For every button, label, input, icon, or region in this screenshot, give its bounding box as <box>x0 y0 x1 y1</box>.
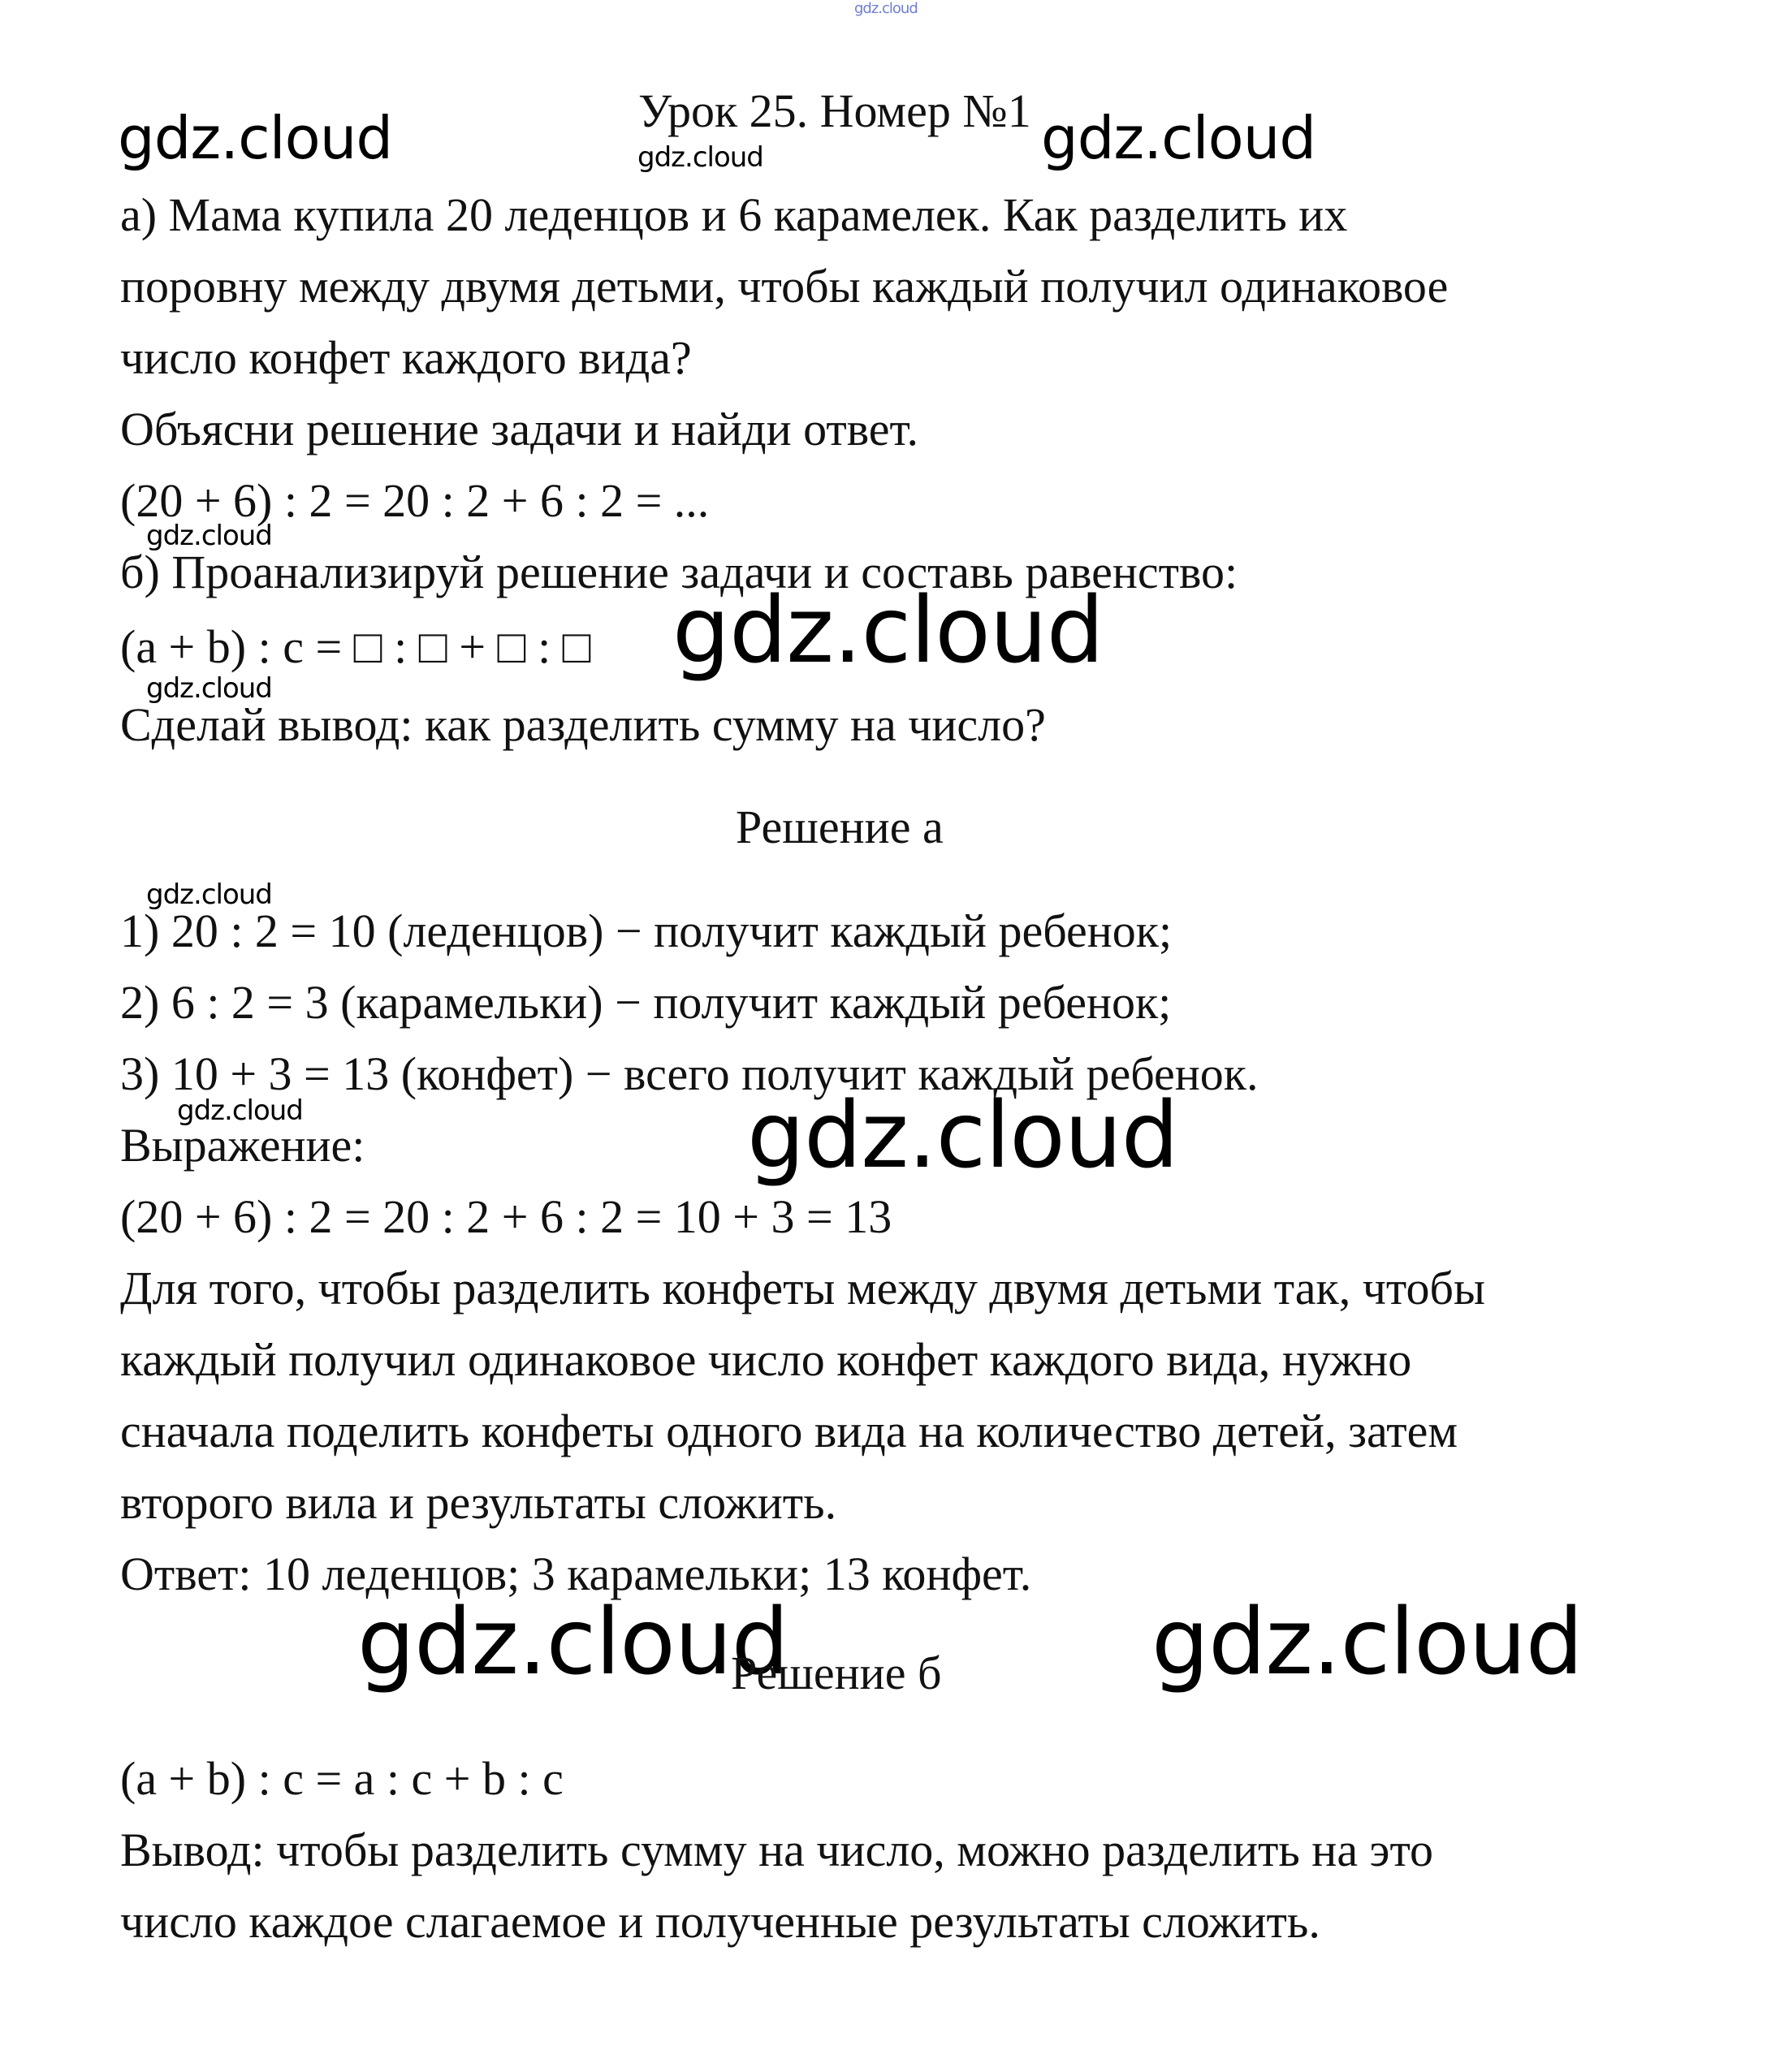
watermark: gdz.cloud <box>146 672 272 705</box>
watermark: gdz.cloud <box>177 1094 303 1127</box>
explanation-line-4: второго вила и результаты сложить. <box>120 1476 837 1529</box>
explanation-line-3: сначала поделить конфеты одного вида на количество детей, затем <box>120 1405 1458 1457</box>
solution-a-heading: Решение а <box>736 801 944 853</box>
task-b-line-2: (a + b) : c = □ : □ + □ : □ <box>120 620 591 673</box>
task-b-line-1: б) Проанализируй решение задачи и составь равенство: <box>120 546 1238 598</box>
watermark: gdz.cloud <box>747 1083 1178 1189</box>
solution-b-heading: Решение б <box>731 1647 942 1699</box>
watermark: gdz.cloud <box>637 141 763 174</box>
task-a-line-5: (20 + 6) : 2 = 20 : 2 + 6 : 2 = ... <box>120 474 710 527</box>
page-title: Урок 25. Номер №1 <box>638 84 1031 137</box>
expression: (20 + 6) : 2 = 20 : 2 + 6 : 2 = 10 + 3 = 13 <box>120 1190 892 1243</box>
solution-a-step-1: 1) 20 : 2 = 10 (леденцов) − получит каждый ребенок; <box>120 904 1173 957</box>
watermark-tiny: gdz.cloud <box>854 0 918 17</box>
task-a-line-4: Объясни решение задачи и найди ответ. <box>120 403 918 455</box>
solution-b-formula: (a + b) : c = a : c + b : c <box>120 1752 564 1805</box>
watermark: gdz.cloud <box>1041 104 1316 172</box>
solution-a-step-3: 3) 10 + 3 = 13 (конфет) − всего получит каждый ребенок. <box>120 1047 1259 1100</box>
watermark: gdz.cloud <box>146 520 272 552</box>
watermark: gdz.cloud <box>1151 1590 1583 1695</box>
explanation-line-2: каждый получил одинаковое число конфет каждого вида, нужно <box>120 1333 1412 1386</box>
watermark: gdz.cloud <box>672 578 1104 684</box>
watermark: gdz.cloud <box>118 104 393 172</box>
conclusion-line-1: Вывод: чтобы разделить сумму на число, можно разделить на это <box>120 1824 1434 1876</box>
task-a-line-2: поровну между двумя детьми, чтобы каждый получил одинаковое <box>120 260 1449 313</box>
solution-a-step-2: 2) 6 : 2 = 3 (карамельки) − получит каждый ребенок; <box>120 976 1172 1029</box>
watermark: gdz.cloud <box>357 1590 788 1695</box>
answer: Ответ: 10 леденцов; 3 карамельки; 13 конфет. <box>120 1548 1032 1600</box>
task-a-line-1: а) Мама купила 20 леденцов и 6 карамелек. Как разделить их <box>120 188 1348 241</box>
explanation-line-1: Для того, чтобы разделить конфеты между двумя детьми так, чтобы <box>120 1262 1485 1314</box>
conclusion-line-2: число каждое слагаемое и полученные результаты сложить. <box>120 1895 1320 1948</box>
task-b-line-3: Сделай вывод: как разделить сумму на число? <box>120 698 1046 751</box>
task-a-line-3: число конфет каждого вида? <box>120 331 692 384</box>
expression-label: Выражение: <box>120 1119 365 1172</box>
watermark: gdz.cloud <box>146 878 272 911</box>
